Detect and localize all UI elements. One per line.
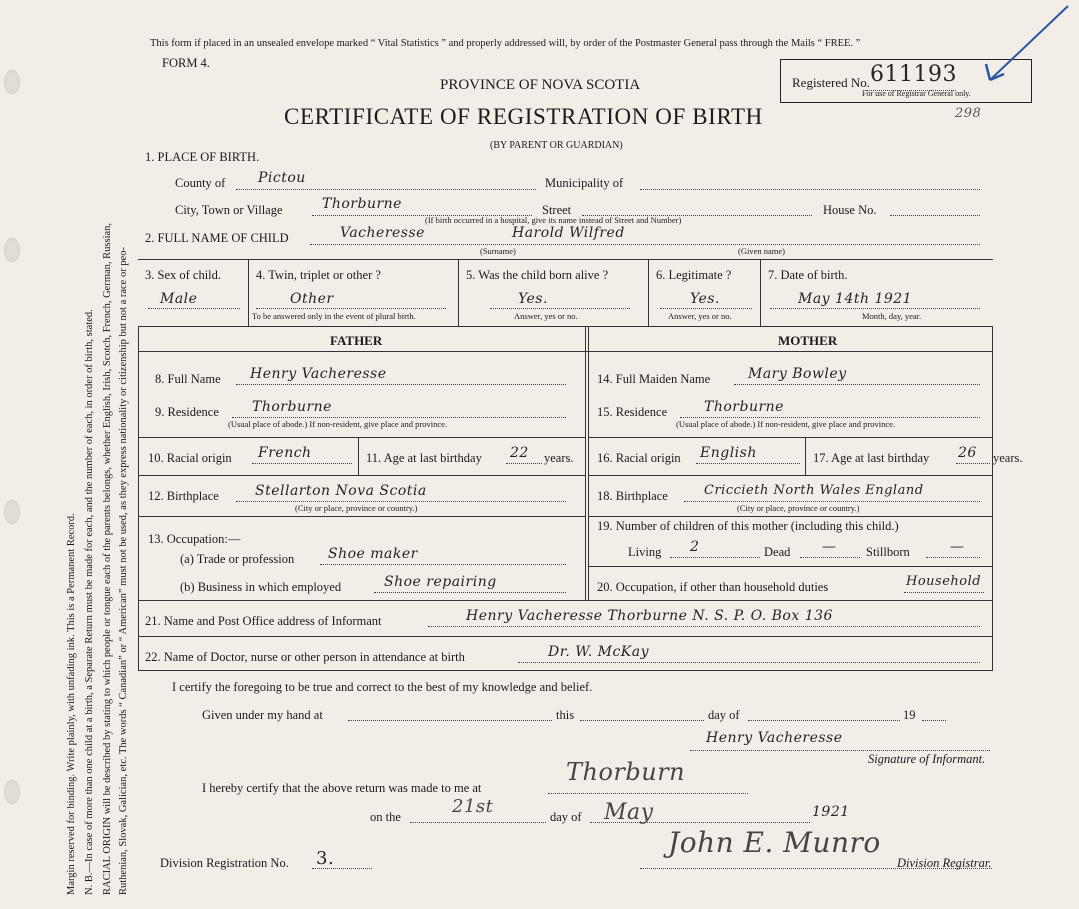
child-name-underline [310,244,980,245]
registrar-year: 1921 [812,804,850,820]
doctor-label: 22. Name of Doctor, nurse or other person in attendance at birth [145,650,465,664]
father-racial: French [258,445,312,461]
father-heading: FATHER [330,333,383,348]
father-age-underline [506,463,542,464]
father-business-underline [374,592,566,593]
legitimate-underline [660,308,752,309]
father-residence-note: (Usual place of abode.) If non-resident, give place and province. [228,419,448,429]
rule [138,516,585,517]
mother-name-underline [734,384,980,385]
mother-residence-underline [680,417,980,418]
rule [138,636,993,637]
mother-racial: English [700,445,757,461]
county-underline [236,189,536,190]
county-label: County of [175,176,226,190]
sex-value: Male [160,291,198,307]
registered-label: Registered No. [792,75,870,90]
registrar-place: Thorburn [566,758,686,786]
father-age-label: 11. Age at last birthday [366,451,482,465]
rule [138,475,585,476]
year-underline [922,720,946,721]
mother-residence-note: (Usual place of abode.) If non-resident, give place and province. [676,419,896,429]
rule [589,566,993,567]
margin-mark: 298 [955,106,982,121]
certificate-title: CERTIFICATE OF REGISTRATION OF BIRTH [284,104,763,129]
on-the-label: on the [370,810,401,824]
certify-text: I certify the foregoing to be true and correct to the best of my knowledge and belief. [172,680,593,694]
form-number: FORM 4. [162,56,210,70]
binding-hole [4,780,20,804]
legitimate-value: Yes. [690,291,720,307]
rule [805,437,806,475]
binding-hole [4,238,20,262]
rule [138,326,993,327]
registered-note: For use of Registrar General only. [862,89,971,98]
father-residence: Thorburne [252,399,332,415]
stillborn-label: Stillborn [866,545,910,559]
check-arrow-icon [960,2,1070,102]
municipality-label: Municipality of [545,176,624,190]
street-label: Street [542,203,572,217]
twin-value: Other [290,291,334,307]
mother-racial-label: 16. Racial origin [597,451,681,465]
rule [138,437,585,438]
twin-underline [256,308,446,309]
hospital-note: (If birth occurred in a hospital, give its name instead of Street and Number) [425,215,682,225]
registrar-place-underline [548,793,748,794]
father-name-underline [236,384,566,385]
living-underline [670,557,760,558]
father-occupation-label: 13. Occupation:— [148,532,241,546]
rule [589,475,993,476]
father-birthplace-note: (City or place, province or country.) [295,503,418,513]
rule [138,259,993,260]
stillborn-underline [926,557,980,558]
municipality-underline [640,189,980,190]
father-residence-label: 9. Residence [155,405,219,419]
certificate-subtitle: (BY PARENT OR GUARDIAN) [490,140,623,151]
father-trade-underline [320,564,566,565]
rule [648,259,649,326]
surname-caption: (Surname) [480,246,516,256]
alive-underline [490,308,630,309]
mother-birthplace-note: (City or place, province or country.) [737,503,860,513]
father-residence-underline [232,417,566,418]
mail-note: This form if placed in an unsealed envelope marked “ Vital Statistics ” and properly addressed will, by order of the Postmaster General pass through the Mails “ FREE. ” [150,38,861,49]
alive-value: Yes. [518,291,548,307]
city-label: City, Town or Village [175,203,283,217]
given-caption: (Given name) [738,246,785,256]
father-birthplace-label: 12. Birthplace [148,489,219,503]
mother-residence-label: 15. Residence [597,405,668,419]
dead-label: Dead [764,545,791,559]
registrar-signature: John E. Munro [668,826,881,859]
dob-note: Month, day, year. [862,311,922,321]
mother-children-label: 19. Number of children of this mother (including this child.) [597,519,899,533]
rule [458,259,459,326]
day-of-underline [748,720,900,721]
living-value: 2 [690,539,700,555]
rule [138,351,993,352]
division-label: Division Registration No. [160,856,289,870]
father-birthplace-underline [236,501,566,502]
mother-years: years. [993,451,1023,465]
side-note-multiple-births: N. B.—In case of more than one child at a birth, a Separate Return must be made for each, and the number of each, in order of birth, stated. [84,309,95,895]
dob-label: 7. Date of birth. [768,268,848,282]
doctor-value: Dr. W. McKay [548,644,650,660]
legitimate-label: 6. Legitimate ? [656,268,732,282]
father-racial-underline [252,463,352,464]
dead-value: — [822,539,837,555]
father-trade-label: (a) Trade or profession [180,552,295,566]
this-label: this [556,708,575,722]
given-place-underline [348,720,552,721]
informant-label: 21. Name and Post Office address of Informant [145,614,382,628]
binding-hole [4,500,20,524]
child-surname: Vacheresse [340,225,425,241]
registrar-certify-text: I hereby certify that the above return was made to me at [202,781,482,795]
mother-heading: MOTHER [778,333,838,348]
rule [358,437,359,475]
registrar-day: 21st [452,796,494,817]
mother-birthplace: Criccieth North Wales England [704,483,924,498]
registrar-month: May [604,800,654,825]
rule [138,600,993,601]
mother-birthplace-underline [684,501,980,502]
side-note-binding: Margin reserved for binding. Write plainly, with unfading ink. This is a Permanent Record. [66,513,77,895]
mother-age-underline [956,463,990,464]
on-the-underline [410,822,546,823]
mother-birthplace-label: 18. Birthplace [597,489,668,503]
rule [589,437,993,438]
father-birthplace: Stellarton Nova Scotia [255,483,427,499]
rule [138,600,139,670]
registrar-day-of-label: day of [550,810,582,824]
informant-value: Henry Vacheresse Thorburne N. S. P. O. Box 136 [466,608,833,624]
this-day-underline [580,720,704,721]
binding-hole [4,70,20,94]
mother-racial-underline [696,463,800,464]
child-name-label: 2. FULL NAME OF CHILD [145,231,289,245]
legitimate-note: Answer, yes or no. [668,311,732,321]
rule [585,326,589,601]
informant-signature-caption: Signature of Informant. [868,752,986,766]
day-of-label: day of [708,708,740,722]
dob-underline [770,308,980,309]
mother-residence: Thorburne [704,399,784,415]
dead-underline [800,557,860,558]
division-number: 3. [316,848,335,869]
side-note-racial-origin-cont: Ruthenian, Slovak, Galician, etc. The words “ Canadian” or “ American” must not be used, as they express nationality or citizenship but not a race or peo- [118,247,129,895]
father-business-label: (b) Business in which employed [180,580,342,594]
informant-signature: Henry Vacheresse [706,730,843,746]
county-value: Pictou [258,170,306,186]
rule [760,259,761,326]
given-under-hand-label: Given under my hand at [202,708,323,722]
father-age: 22 [510,445,529,461]
rule [248,259,249,326]
stillborn-value: — [950,539,965,555]
registrar-signature-caption: Division Registrar. [897,856,992,870]
father-name: Henry Vacheresse [250,366,387,382]
doctor-underline [518,662,980,663]
mother-occupation: Household [906,574,982,589]
father-business: Shoe repairing [384,574,497,590]
registered-number: 611193 [870,62,957,87]
twin-note: To be answered only in the event of plural birth. [252,311,416,321]
mother-name: Mary Bowley [748,366,847,382]
father-trade: Shoe maker [328,546,418,562]
mother-age-label: 17. Age at last birthday [813,451,930,465]
father-name-label: 8. Full Name [155,372,221,386]
rule [589,516,993,517]
sex-label: 3. Sex of child. [145,268,222,282]
alive-label: 5. Was the child born alive ? [466,268,609,282]
twin-label: 4. Twin, triplet or other ? [256,268,381,282]
mother-occupation-label: 20. Occupation, if other than household duties [597,580,829,594]
child-given-name: Harold Wilfred [512,225,625,241]
city-value: Thorburne [322,196,402,212]
alive-note: Answer, yes or no. [514,311,578,321]
house-label: House No. [823,203,877,217]
father-years: years. [544,451,574,465]
rule [138,670,993,671]
informant-underline [428,626,980,627]
mother-name-label: 14. Full Maiden Name [597,372,711,386]
year-prefix: 19 [903,708,916,722]
side-note-racial-origin: RACIAL ORIGIN will be described by stating to which people or tongue each of the parents belongs, whether English, Irish, Scotch, French, German, Russian, [102,222,113,895]
dob-value: May 14th 1921 [798,291,913,307]
living-label: Living [628,545,662,559]
house-underline [890,215,980,216]
father-racial-label: 10. Racial origin [148,451,232,465]
sex-underline [148,308,240,309]
rule [138,326,139,601]
mother-occupation-underline [904,592,984,593]
place-heading: 1. PLACE OF BIRTH. [145,150,260,164]
mother-age: 26 [958,445,977,461]
province-title: PROVINCE OF NOVA SCOTIA [440,77,641,93]
rule [992,600,993,670]
informant-signature-line [690,750,990,751]
